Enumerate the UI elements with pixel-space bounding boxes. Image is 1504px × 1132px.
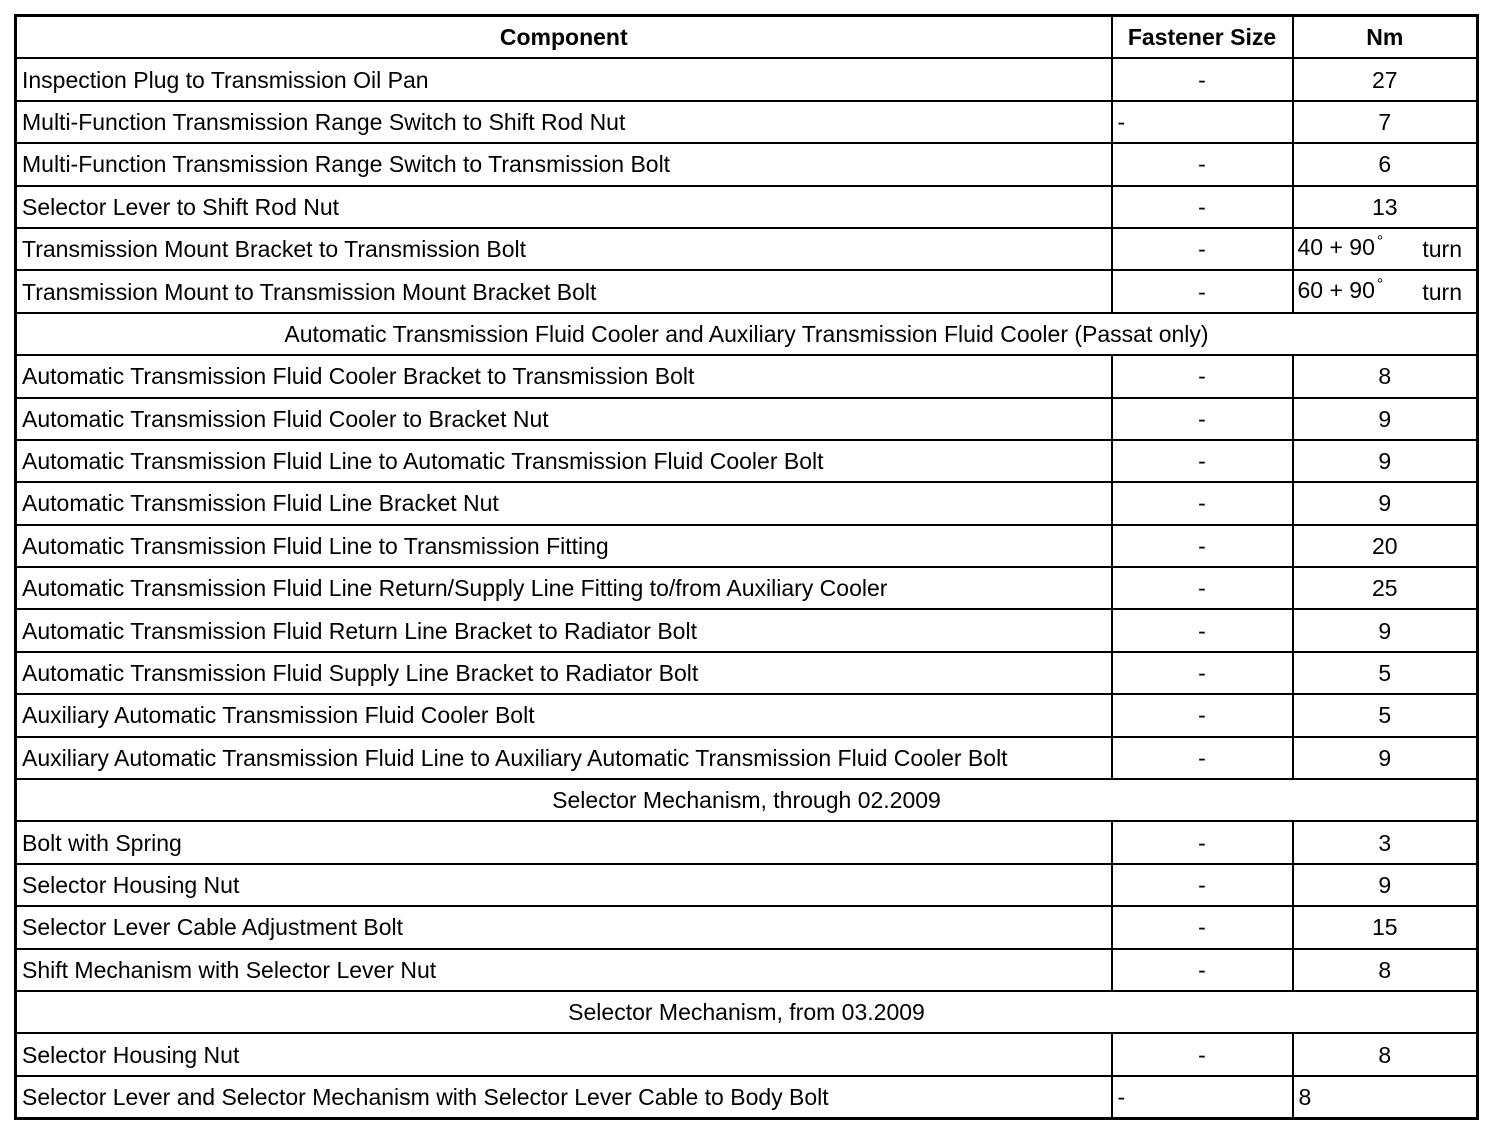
torque-suffix: turn xyxy=(1422,278,1462,305)
component-cell: Automatic Transmission Fluid Supply Line Bracket to Radiator Bolt xyxy=(16,652,1112,694)
torque-suffix: turn xyxy=(1422,236,1462,263)
component-cell: Automatic Transmission Fluid Line Return/Supply Line Fitting to/from Auxiliary Cooler xyxy=(16,567,1112,609)
torque-base: 40 + 90 xyxy=(1297,234,1375,261)
table-row xyxy=(16,906,1478,948)
degree-symbol: ° xyxy=(1376,233,1384,251)
torque-cell: 9 xyxy=(1293,440,1478,482)
component-cell: Multi-Function Transmission Range Switch to Transmission Bolt xyxy=(16,143,1112,185)
component-cell: Automatic Transmission Fluid Cooler Bracket to Transmission Bolt xyxy=(16,355,1112,397)
table-row xyxy=(16,186,1478,228)
component-cell: Auxiliary Automatic Transmission Fluid Line to Auxiliary Automatic Transmission Fluid Cooler Bolt xyxy=(16,737,1112,779)
component-cell: Selector Housing Nut xyxy=(16,1033,1112,1075)
table-row xyxy=(16,143,1478,185)
fastener-size-cell: - xyxy=(1112,1076,1293,1119)
component-cell: Auxiliary Automatic Transmission Fluid Cooler Bolt xyxy=(16,694,1112,736)
section-header-row xyxy=(16,991,1478,1033)
torque-cell: 5 xyxy=(1293,652,1478,694)
torque-cell: 20 xyxy=(1293,525,1478,567)
torque-cell: 3 xyxy=(1293,821,1478,863)
fastener-size-cell: - xyxy=(1112,355,1293,397)
table-row xyxy=(16,525,1478,567)
header-nm: Nm xyxy=(1293,16,1478,59)
header-fastener-size: Fastener Size xyxy=(1112,16,1293,59)
table-row xyxy=(16,58,1478,100)
fastener-size-cell: - xyxy=(1112,652,1293,694)
torque-base: 60 + 90 xyxy=(1297,276,1375,303)
table-row xyxy=(16,398,1478,440)
fastener-size-cell: - xyxy=(1112,737,1293,779)
table-row xyxy=(16,737,1478,779)
section-title-selector-from: Selector Mechanism, from 03.2009 xyxy=(16,991,1478,1033)
torque-cell: 25 xyxy=(1293,567,1478,609)
fastener-size-cell: - xyxy=(1112,694,1293,736)
torque-cell: 13 xyxy=(1293,186,1478,228)
torque-cell: 6 xyxy=(1293,143,1478,185)
section-header-row xyxy=(16,779,1478,821)
table-row xyxy=(16,864,1478,906)
fastener-size-cell: - xyxy=(1112,821,1293,863)
fastener-size-cell: - xyxy=(1112,906,1293,948)
fastener-size-cell: - xyxy=(1112,58,1293,100)
component-cell: Automatic Transmission Fluid Line Bracket Nut xyxy=(16,482,1112,524)
fastener-size-cell: - xyxy=(1112,1033,1293,1075)
section-title-selector-through: Selector Mechanism, through 02.2009 xyxy=(16,779,1478,821)
torque-cell: 27 xyxy=(1293,58,1478,100)
torque-value xyxy=(1298,235,1384,263)
component-cell: Multi-Function Transmission Range Switch to Shift Rod Nut xyxy=(16,101,1112,143)
torque-cell: 9 xyxy=(1293,737,1478,779)
component-cell: Inspection Plug to Transmission Oil Pan xyxy=(16,58,1112,100)
table-row xyxy=(16,949,1478,991)
fastener-size-cell: - xyxy=(1112,567,1293,609)
torque-cell: 9 xyxy=(1293,609,1478,651)
torque-cell: 9 xyxy=(1293,398,1478,440)
component-cell: Shift Mechanism with Selector Lever Nut xyxy=(16,949,1112,991)
component-cell: Automatic Transmission Fluid Return Line Bracket to Radiator Bolt xyxy=(16,609,1112,651)
table-row xyxy=(16,1033,1478,1075)
section-title-atf-cooler: Automatic Transmission Fluid Cooler and Auxiliary Transmission Fluid Cooler (Passat only) xyxy=(16,313,1478,355)
torque-cell: 5 xyxy=(1293,694,1478,736)
table-row xyxy=(16,228,1478,270)
fastener-size-cell: - xyxy=(1112,609,1293,651)
component-cell: Selector Lever to Shift Rod Nut xyxy=(16,186,1112,228)
component-cell: Selector Housing Nut xyxy=(16,864,1112,906)
torque-cell: 9 xyxy=(1293,864,1478,906)
table-row xyxy=(16,270,1478,312)
fastener-size-cell: - xyxy=(1112,186,1293,228)
fastener-size-cell: - xyxy=(1112,398,1293,440)
torque-angle-cell xyxy=(1293,228,1478,270)
table-row xyxy=(16,609,1478,651)
torque-cell: 8 xyxy=(1293,1033,1478,1075)
table-row xyxy=(16,101,1478,143)
torque-cell: 8 xyxy=(1293,949,1478,991)
component-cell: Automatic Transmission Fluid Line to Transmission Fitting xyxy=(16,525,1112,567)
table-row xyxy=(16,440,1478,482)
component-cell: Automatic Transmission Fluid Cooler to Bracket Nut xyxy=(16,398,1112,440)
fastener-size-cell: - xyxy=(1112,864,1293,906)
fastener-size-cell: - xyxy=(1112,143,1293,185)
section-header-row xyxy=(16,313,1478,355)
fastener-size-cell: - xyxy=(1112,949,1293,991)
torque-cell: 7 xyxy=(1293,101,1478,143)
fastener-size-cell: - xyxy=(1112,270,1293,312)
table-row xyxy=(16,1076,1478,1119)
table-row xyxy=(16,482,1478,524)
component-cell: Transmission Mount Bracket to Transmission Bolt xyxy=(16,228,1112,270)
fastener-size-cell: - xyxy=(1112,101,1293,143)
table-row xyxy=(16,355,1478,397)
torque-cell: 15 xyxy=(1293,906,1478,948)
table-row xyxy=(16,821,1478,863)
fastener-size-cell: - xyxy=(1112,525,1293,567)
header-component: Component xyxy=(16,16,1112,59)
fastener-size-cell: - xyxy=(1112,482,1293,524)
degree-symbol: ° xyxy=(1376,275,1384,293)
table-row xyxy=(16,652,1478,694)
component-cell: Bolt with Spring xyxy=(16,821,1112,863)
table-row xyxy=(16,694,1478,736)
fastener-size-cell: - xyxy=(1112,440,1293,482)
torque-angle-cell xyxy=(1293,270,1478,312)
torque-cell: 8 xyxy=(1293,355,1478,397)
component-cell: Transmission Mount to Transmission Mount Bracket Bolt xyxy=(16,270,1112,312)
fastener-size-cell: - xyxy=(1112,228,1293,270)
table-row xyxy=(16,567,1478,609)
torque-cell: 8 xyxy=(1293,1076,1478,1119)
torque-cell: 9 xyxy=(1293,482,1478,524)
header-row xyxy=(16,16,1478,59)
component-cell: Selector Lever Cable Adjustment Bolt xyxy=(16,906,1112,948)
component-cell: Automatic Transmission Fluid Line to Automatic Transmission Fluid Cooler Bolt xyxy=(16,440,1112,482)
torque-spec-table xyxy=(14,14,1479,1120)
component-cell: Selector Lever and Selector Mechanism with Selector Lever Cable to Body Bolt xyxy=(16,1076,1112,1119)
torque-value xyxy=(1297,275,1384,306)
